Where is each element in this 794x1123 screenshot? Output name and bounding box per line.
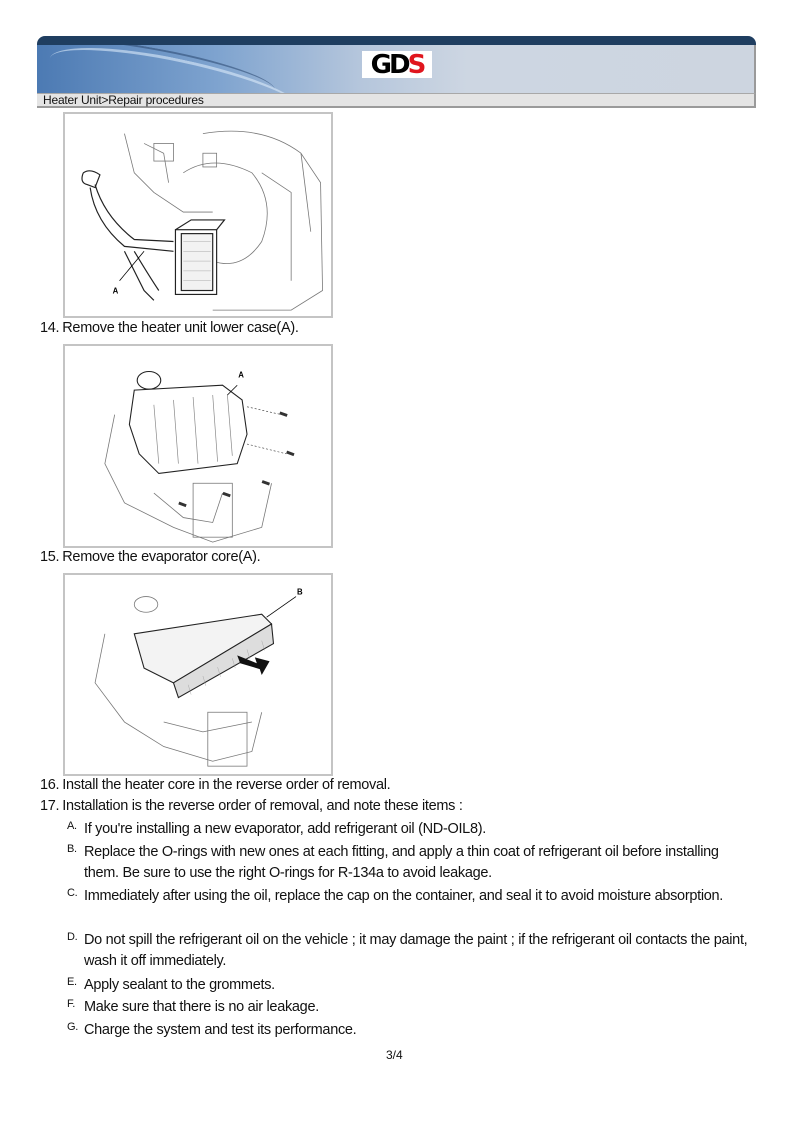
note-letter: F. — [67, 998, 75, 1010]
step-14 — [40, 320, 299, 336]
note-f — [67, 997, 757, 1018]
step-text: Install the heater core in the reverse order of removal. — [62, 777, 391, 793]
note-c — [67, 886, 757, 907]
note-letter: D. — [67, 931, 78, 943]
note-letter: A. — [67, 820, 77, 832]
breadcrumb: Heater Unit>Repair procedures — [43, 93, 204, 107]
step-text: Remove the evaporator core(A). — [62, 549, 261, 565]
callout-label: A — [238, 370, 244, 380]
callout-label: B — [297, 587, 303, 597]
note-text: Replace the O-rings with new ones at each fitting, and apply a thin coat of refrigerant oil before installing them. Be sure to use the right O-rings for R-134a to avoid leakage. — [84, 844, 719, 881]
header-top-bar — [37, 36, 756, 45]
callout-leader-line — [120, 251, 145, 280]
note-d — [67, 930, 757, 972]
page-number: 3/4 — [386, 1048, 403, 1062]
step-16 — [40, 777, 390, 793]
callout-label: A — [112, 286, 119, 296]
breadcrumb-bar — [37, 93, 756, 108]
note-letter: B. — [67, 843, 77, 855]
figure-evaporator-core — [63, 573, 333, 776]
lower-case-illustration — [65, 346, 331, 546]
note-text: If you're installing a new evaporator, add refrigerant oil (ND-OIL8). — [84, 821, 486, 837]
step-number: 17. — [40, 798, 60, 814]
heater-core-illustration — [65, 114, 331, 316]
step-number: 14. — [40, 320, 60, 336]
figure-lower-case — [63, 344, 333, 548]
note-letter: E. — [67, 976, 77, 988]
note-a — [67, 819, 757, 840]
evaporator-core-illustration — [65, 575, 331, 774]
note-letter: G. — [67, 1021, 79, 1033]
callout-leader-line — [267, 597, 296, 618]
step-15 — [40, 549, 260, 565]
note-g — [67, 1020, 757, 1041]
logo-text-black: GD — [370, 49, 408, 80]
step-number: 15. — [40, 549, 60, 565]
figure-heater-core — [63, 112, 333, 318]
step-text: Installation is the reverse order of removal, and note these items : — [62, 798, 463, 814]
gds-logo — [362, 51, 432, 78]
header-banner — [37, 45, 756, 93]
note-b — [67, 842, 757, 884]
note-letter: C. — [67, 887, 78, 899]
note-text: Immediately after using the oil, replace the cap on the container, and seal it to avoid moisture absorption. — [84, 888, 724, 904]
note-text: Apply sealant to the grommets. — [84, 977, 275, 993]
removal-arrow-icon — [237, 655, 269, 675]
note-text: Do not spill the refrigerant oil on the vehicle ; it may damage the paint ; if the refrigerant oil contacts the paint, wash it off immediately. — [84, 932, 748, 969]
logo-text-red: S — [407, 49, 424, 80]
note-text: Make sure that there is no air leakage. — [84, 999, 319, 1015]
step-number: 16. — [40, 777, 60, 793]
note-e — [67, 975, 757, 996]
note-text: Charge the system and test its performance. — [84, 1022, 357, 1038]
step-17 — [40, 798, 463, 814]
document-header — [37, 36, 756, 105]
step-text: Remove the heater unit lower case(A). — [62, 320, 299, 336]
